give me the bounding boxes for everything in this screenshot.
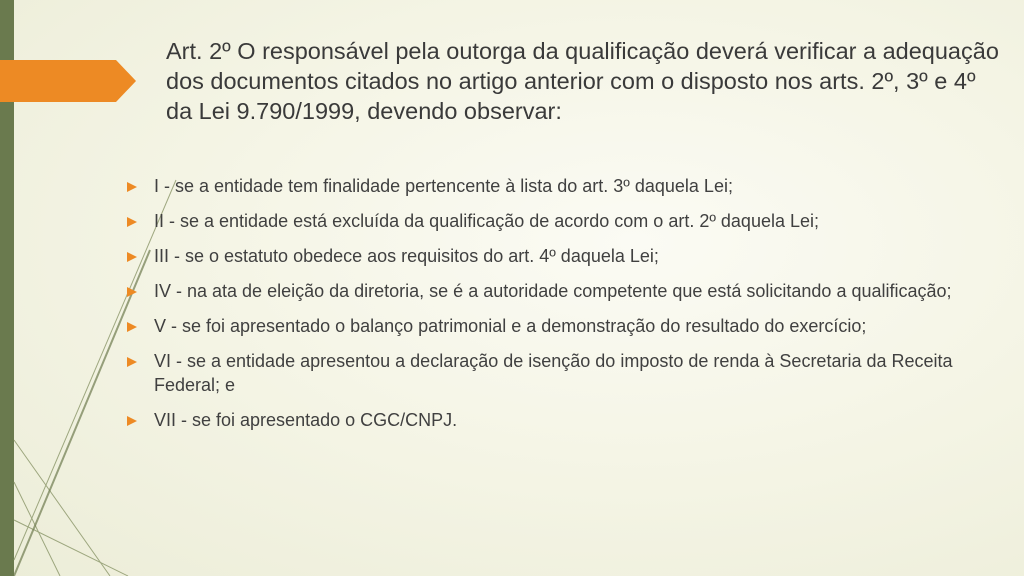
bullet-text: V - se foi apresentado o balanço patrimonial e a demonstração do resultado do exercício; (154, 316, 867, 336)
bullet-text: VI - se a entidade apresentou a declaração de isenção do imposto de renda à Secretaria da Receita Federal; e (154, 351, 953, 395)
bullet-list (127, 174, 997, 443)
deco-line-2 (14, 520, 128, 576)
orange-arrow-tab (0, 60, 136, 102)
right-arrow-icon (127, 217, 137, 227)
bullet-text: IV - na ata de eleição da diretoria, se é a autoridade competente que está solicitando a qualificação; (154, 281, 952, 301)
slide-title: Art. 2º O responsável pela outorga da qualificação deverá verificar a adequação dos documentos citados no artigo anterior com o disposto nos arts. 2º, 3º e 4º da Lei 9.790/1999, devendo observar: (166, 38, 999, 124)
list-item (127, 408, 997, 432)
list-item (127, 209, 997, 233)
right-arrow-icon (127, 287, 137, 297)
bullet-text: III - se o estatuto obedece aos requisitos do art. 4º daquela Lei; (154, 246, 659, 266)
bullet-text: I - se a entidade tem finalidade pertencente à lista do art. 3º daquela Lei; (154, 176, 733, 196)
right-arrow-icon (127, 252, 137, 262)
list-item (127, 279, 997, 303)
list-item (127, 314, 997, 338)
right-arrow-icon (127, 416, 137, 426)
right-arrow-icon (127, 182, 137, 192)
bullet-text: II - se a entidade está excluída da qualificação de acordo com o art. 2º daquela Lei; (154, 211, 819, 231)
list-item (127, 174, 997, 198)
right-arrow-icon (127, 357, 137, 367)
list-item (127, 349, 997, 397)
list-item (127, 244, 997, 268)
right-arrow-icon (127, 322, 137, 332)
bullet-text: VII - se foi apresentado o CGC/CNPJ. (154, 410, 458, 430)
